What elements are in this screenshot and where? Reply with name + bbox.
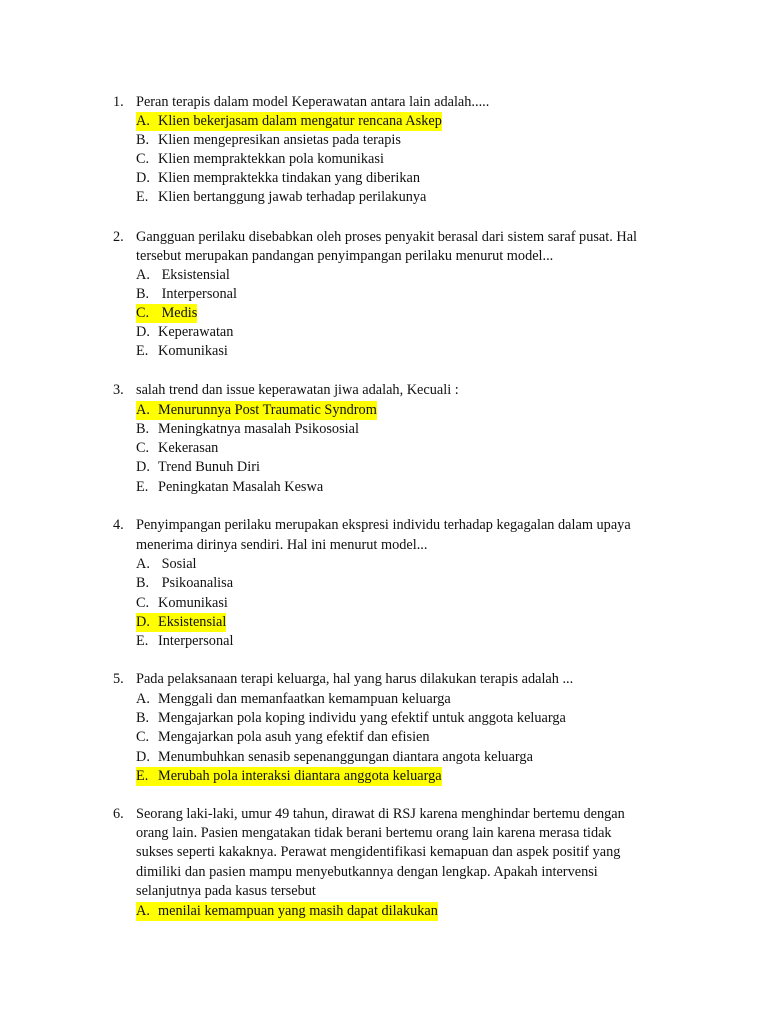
question-number: 4. [113,517,124,533]
question-text-line: salah trend dan issue keperawatan jiwa adalah, Kecuali : [136,382,459,398]
answer-option-highlighted [136,613,226,632]
option-text: Kekerasan [158,440,219,456]
question-text-line: selanjutnya pada kasus tersebut [136,883,316,899]
option-letter: D. [136,324,150,340]
question-text-line: Seorang laki-laki, umur 49 tahun, dirawat di RSJ karena menghindar bertemu dengan [136,806,625,822]
answer-option-highlighted [136,112,442,131]
option-text: Menggali dan memanfaatkan kemampuan keluarga [158,691,451,707]
option-text: Klien bertanggung jawab terhadap perilakunya [158,189,427,205]
question-number: 2. [113,229,124,245]
question-text-line: Gangguan perilaku disebabkan oleh proses penyakit berasal dari sistem saraf pusat. Hal [136,229,638,245]
question-text-line: tersebut merupakan pandangan penyimpangan perilaku menurut model... [136,248,554,264]
option-letter: A. [136,556,150,572]
answer-option-highlighted [136,902,438,921]
answer-option [136,594,228,613]
question-number: 5. [113,671,124,687]
answer-option [136,632,233,651]
option-text: Klien bekerjasam dalam mengatur rencana Askep [158,113,442,129]
option-letter: E. [136,343,149,359]
answer-option [136,709,566,728]
option-text: Klien mengepresikan ansietas pada terapis [158,132,401,148]
option-text: Interpersonal [158,633,234,649]
option-letter: D. [136,170,150,186]
option-text: Komunikasi [158,595,228,611]
option-letter: C. [136,440,150,456]
question-text-line: menerima dirinya sendiri. Hal ini menurut model... [136,537,428,553]
answer-option [136,169,420,188]
question-text-line: sukses seperti kakaknya. Perawat mengidentifikasi kemapuan dan aspek positif yang [136,844,621,860]
option-text: Merubah pola interaksi diantara anggota keluarga [158,768,442,784]
answer-option [136,748,533,767]
answer-option [136,439,218,458]
option-text: Mengajarkan pola asuh yang efektif dan efisien [158,729,430,745]
answer-option [136,555,197,574]
answer-option [136,342,228,361]
answer-option [136,478,323,497]
option-text: Klien mempraktekka tindakan yang diberikan [158,170,421,186]
option-text: Peningkatan Masalah Keswa [158,479,324,495]
option-letter: A. [136,402,150,418]
option-text: Sosial [158,556,197,572]
option-text: Keperawatan [158,324,234,340]
answer-option [136,458,260,477]
question-text-line: Peran terapis dalam model Keperawatan antara lain adalah..... [136,94,490,110]
option-letter: E. [136,189,149,205]
option-letter: B. [136,286,150,302]
answer-option [136,728,430,747]
option-letter: C. [136,595,150,611]
answer-option [136,574,233,593]
option-text: Meningkatnya masalah Psikososial [158,421,359,437]
option-text: Menurunnya Post Traumatic Syndrom [158,402,377,418]
option-letter: C. [136,305,150,321]
answer-option [136,131,401,150]
option-letter: E. [136,633,149,649]
option-letter: E. [136,479,149,495]
option-text: Menumbuhkan senasib sepenanggungan diantara angota keluarga [158,749,533,765]
option-letter: B. [136,710,150,726]
option-letter: D. [136,459,150,475]
option-letter: B. [136,421,150,437]
question-text-line: orang lain. Pasien mengatakan tidak berani bertemu orang lain karena merasa tidak [136,825,612,841]
answer-option [136,323,233,342]
option-letter: A. [136,267,150,283]
answer-option-highlighted [136,401,377,420]
question-number: 6. [113,806,124,822]
option-text: Interpersonal [158,286,237,302]
answer-option [136,285,237,304]
option-text: menilai kemampuan yang masih dapat dilakukan [158,903,438,919]
option-letter: A. [136,903,150,919]
answer-option [136,188,426,207]
question-text-line: Penyimpangan perilaku merupakan ekspresi individu terhadap kegagalan dalam upaya [136,517,631,533]
option-letter: C. [136,151,150,167]
option-text: Eksistensial [158,267,230,283]
option-text: Mengajarkan pola koping individu yang efektif untuk anggota keluarga [158,710,566,726]
answer-option-highlighted [136,767,442,786]
option-letter: A. [136,691,150,707]
option-letter: D. [136,749,150,765]
answer-option [136,420,359,439]
option-text: Klien mempraktekkan pola komunikasi [158,151,384,167]
option-text: Medis [158,305,198,321]
option-text: Komunikasi [158,343,228,359]
answer-option [136,150,384,169]
answer-option [136,266,230,285]
option-text: Eksistensial [158,614,227,630]
option-letter: D. [136,614,150,630]
question-text-line: dimiliki dan pasien mampu menyebutkannya dengan lengkap. Apakah intervensi [136,864,598,880]
question-number: 1. [113,94,124,110]
option-letter: A. [136,113,150,129]
answer-option-highlighted [136,304,197,323]
option-text: Trend Bunuh Diri [158,459,260,475]
answer-option [136,690,451,709]
question-number: 3. [113,382,124,398]
option-letter: B. [136,575,150,591]
question-text-line: Pada pelaksanaan terapi keluarga, hal yang harus dilakukan terapis adalah ... [136,671,574,687]
option-text: Psikoanalisa [158,575,234,591]
option-letter: C. [136,729,150,745]
option-letter: B. [136,132,150,148]
option-letter: E. [136,768,149,784]
